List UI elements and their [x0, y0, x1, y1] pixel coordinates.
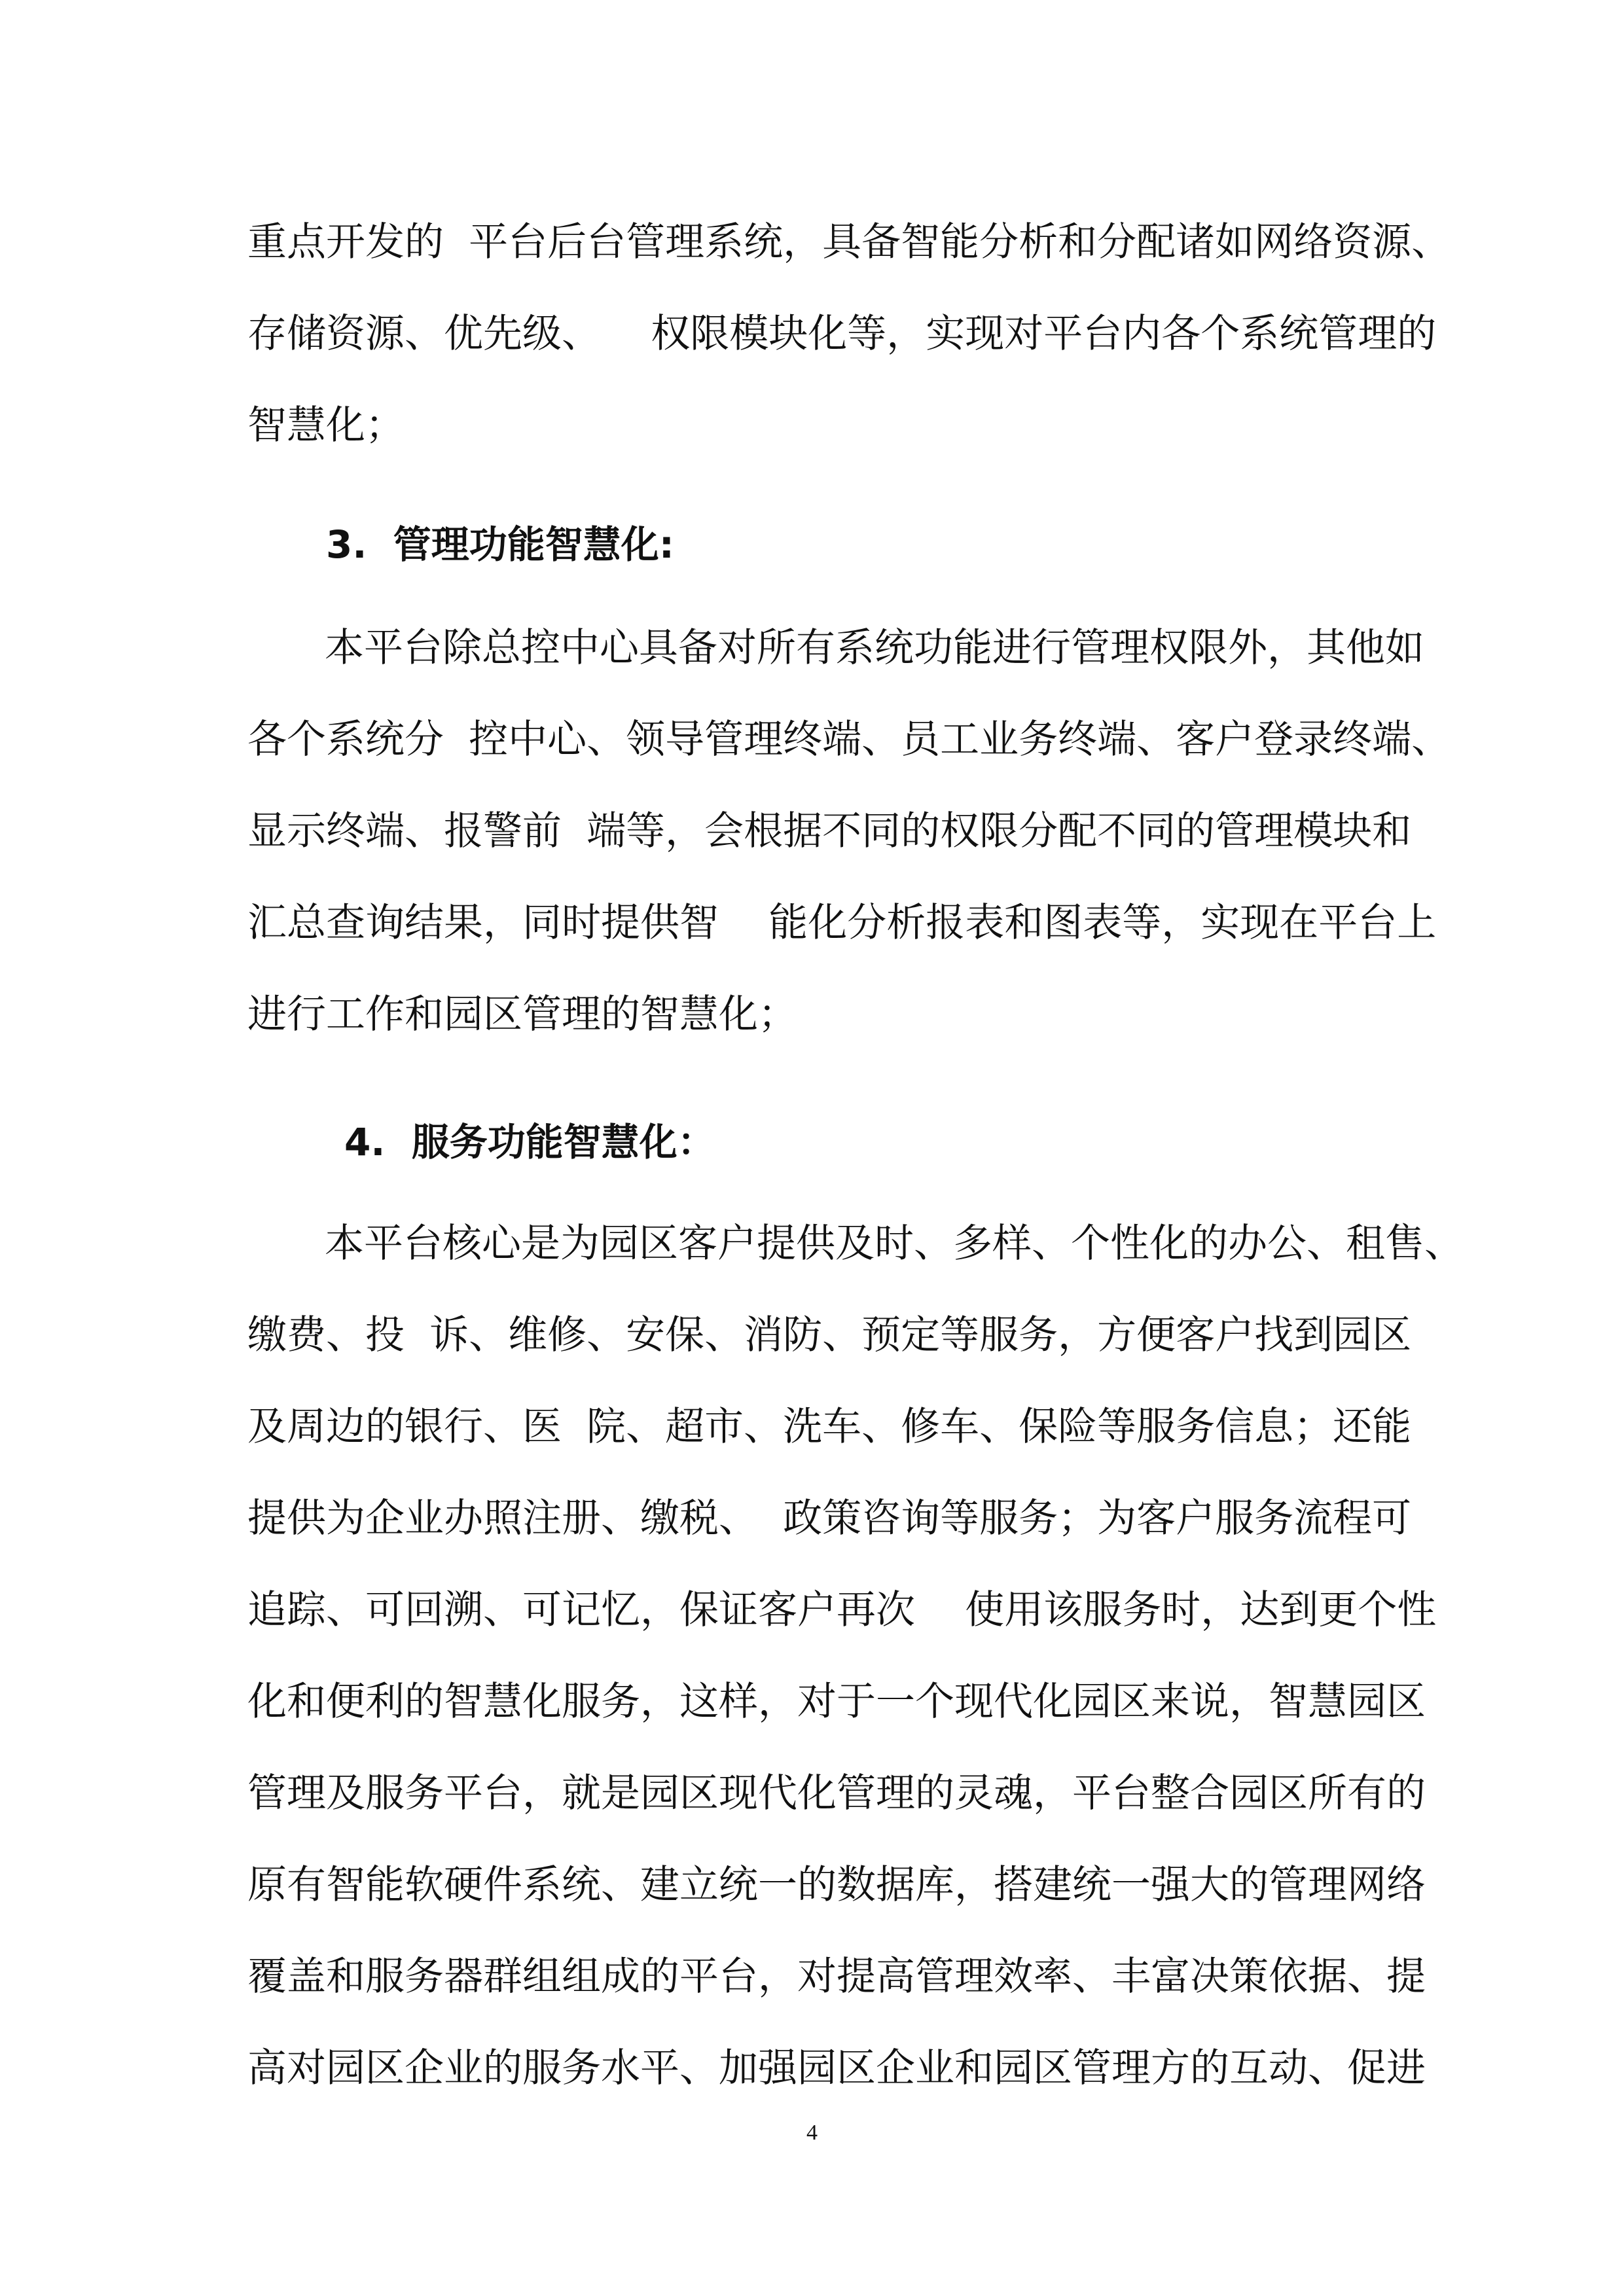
spacer	[247, 1060, 1386, 1086]
text-line: 本平台核心是为园区客户提供及时、多样、个性化的办公、租售、	[325, 1221, 1464, 1266]
spacer	[247, 471, 1386, 488]
paragraph-continuation	[247, 196, 1451, 471]
text-line: 原有智能软硬件系统、建立统一的数据库，搭建统一强大的管理网络	[247, 1862, 1426, 1908]
text-line: 及周边的银行、医 院、超市、洗车、修车、保险等服务信息；还能	[247, 1404, 1412, 1450]
section-heading-4: 4. 服务功能智慧化：	[344, 1120, 715, 1164]
page-number: 4	[806, 2121, 818, 2145]
document-body	[247, 196, 1464, 2114]
text-line: 进行工作和园区管理的智慧化；	[247, 992, 797, 1037]
text-line: 追踪、可回溯、可记忆，保证客户再次 使用该服务时，达到更个性	[247, 1587, 1437, 1633]
text-line: 管理及服务平台，就是园区现代化管理的灵魂，平台整合园区所有的	[247, 1770, 1426, 1816]
section-heading-3: 3. 管理功能智慧化:	[326, 522, 674, 567]
text-line: 存储资源、优先级、 权限模块化等，实现对平台内各个系统管理的	[247, 311, 1437, 357]
section-3-paragraph	[247, 602, 1451, 1060]
text-line: 重点开发的 平台后台管理系统，具备智能分析和分配诸如网络资源、	[247, 219, 1451, 265]
text-line: 本平台除总控中心具备对所有系统功能进行管理权限外，其他如	[325, 625, 1424, 671]
text-line: 显示终端、报警前 端等，会根据不同的权限分配不同的管理模块和	[247, 808, 1412, 854]
text-line: 汇总查询结果，同时提供智 能化分析报表和图表等，实现在平台上	[247, 900, 1437, 946]
text-line: 高对园区企业的服务水平、加强园区企业和园区管理方的互动、促进	[247, 2045, 1426, 2091]
text-line: 覆盖和服务器群组组成的平台，对提高管理效率、丰富决策依据、提	[247, 1954, 1426, 2000]
text-line: 缴费、投 诉、维修、安保、消防、预定等服务，方便客户找到园区	[247, 1312, 1412, 1358]
text-line: 提供为企业办照注册、缴税、 政策咨询等服务；为客户服务流程可	[247, 1496, 1412, 1541]
text-line: 化和便利的智慧化服务，这样，对于一个现代化园区来说，智慧园区	[247, 1679, 1426, 1725]
text-line: 智慧化；	[247, 403, 405, 448]
text-line: 各个系统分 控中心、领导管理终端、员工业务终端、客户登录终端、	[247, 717, 1451, 762]
section-4-paragraph	[247, 1198, 1464, 2114]
